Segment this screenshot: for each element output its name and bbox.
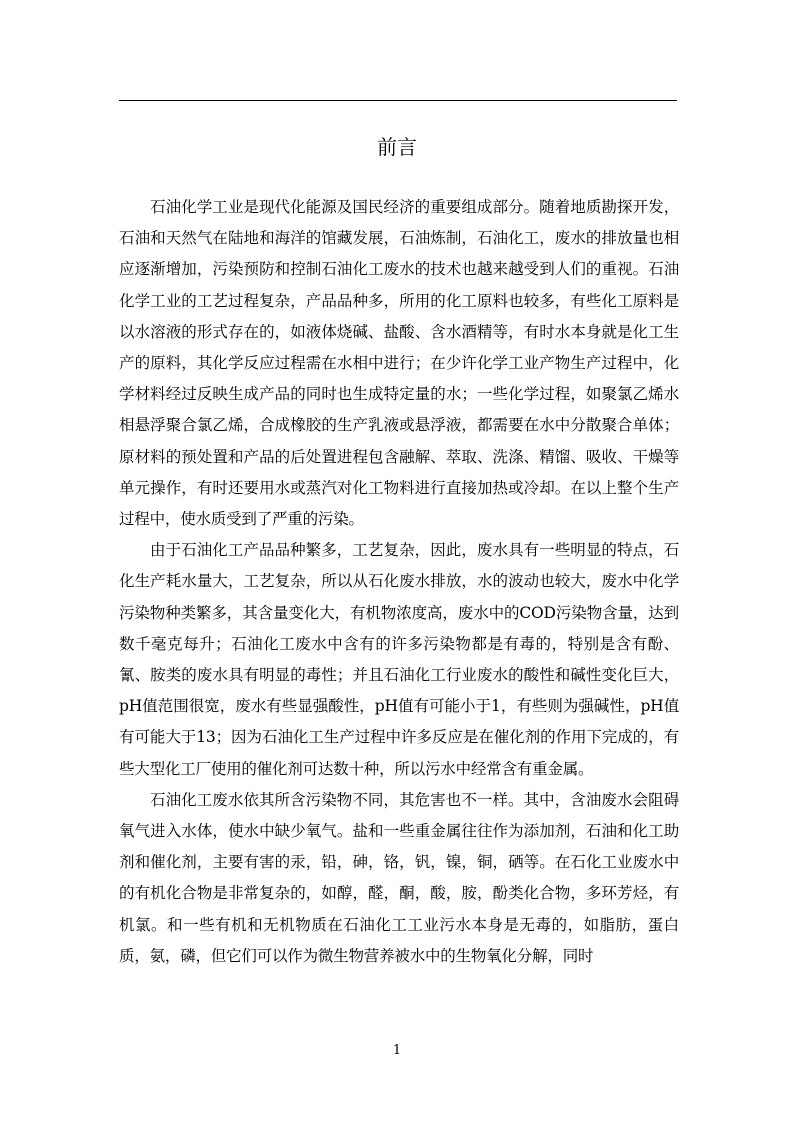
page-title: 前言 <box>377 135 417 159</box>
page-number: 1 <box>392 1043 402 1058</box>
paragraph-hazards: 石油化工废水依其所含污染物不同，其危害也不一样。其中，含油废水会阻碍氧气进入水体，使水中缺少氧气。盐和一些重金属往往作为添加剂，石油和化工助剂和催化剂，主要有害的汞，铅，砷，铬，钒，镍，铜，硒等。在石化工业废水中的有机化合物是非常复杂的，如醇，醛，酮，酸，胺，酚类化合物，多环芳烃，有机氯。和一些有机和无机物质在石油化工工业污水本身是无毒的，如脂肪，蛋白质，氨，磷，但它们可以作为微生物营养被水中的生物氧化分解，同时 <box>119 790 679 965</box>
paragraph-intro: 石油化学工业是现代化能源及国民经济的重要组成部分。随着地质勘探开发，石油和天然气在陆地和海洋的馆藏发展，石油炼制，石油化工，废水的排放量也相应逐渐增加，污染预防和控制石油化工废水的技术也越来越受到人们的重视。石油化学工业的工艺过程复杂，产品品种多，所用的化工原料也较多，有些化工原料是以水溶液的形式存在的，如液体烧碱、盐酸、含水酒精等，有时水本身就是化工生产的原料，其化学反应过程需在水相中进行；在少许化学工业产物生产过程中，化学材料经过反映生成产品的同时也生成特定量的水；一些化学过程，如聚氯乙烯水相悬浮聚合氯乙烯，合成橡胶的生产乳液或悬浮液，都需要在水中分散聚合单体；原材料的预处置和产品的后处置进程包含融解、萃取、洗涤、精馏、吸收、干燥等单元操作，有时还要用水或蒸汽对化工物料进行直接加热或冷却。在以上整个生产过程中，使水质受到了严重的污染。 <box>119 198 679 529</box>
header-rule <box>119 100 677 101</box>
body-text <box>119 192 679 972</box>
paragraph-characteristics: 由于石油化工产品品种繁多，工艺复杂，因此，废水具有一些明显的特点，石化生产耗水量大，工艺复杂，所以从石化废水排放，水的波动也较大，废水中化学污染物种类繁多，其含量变化大，有机物浓度高，废水中的COD污染物含量，达到数千毫克每升；石油化工废水中含有的许多污染物都是有毒的，特别是含有酚、氰、胺类的废水具有明显的毒性；并且石油化工行业废水的酸性和碱性变化巨大，pH值范围很宽，废水有些显强酸性，pH值有可能小于1，有些则为强碱性，pH值有可能大于13；因为石油化工生产过程中许多反应是在催化剂的作用下完成的，有些大型化工厂使用的催化剂可达数十种，所以污水中经常含有重金属。 <box>119 541 679 778</box>
